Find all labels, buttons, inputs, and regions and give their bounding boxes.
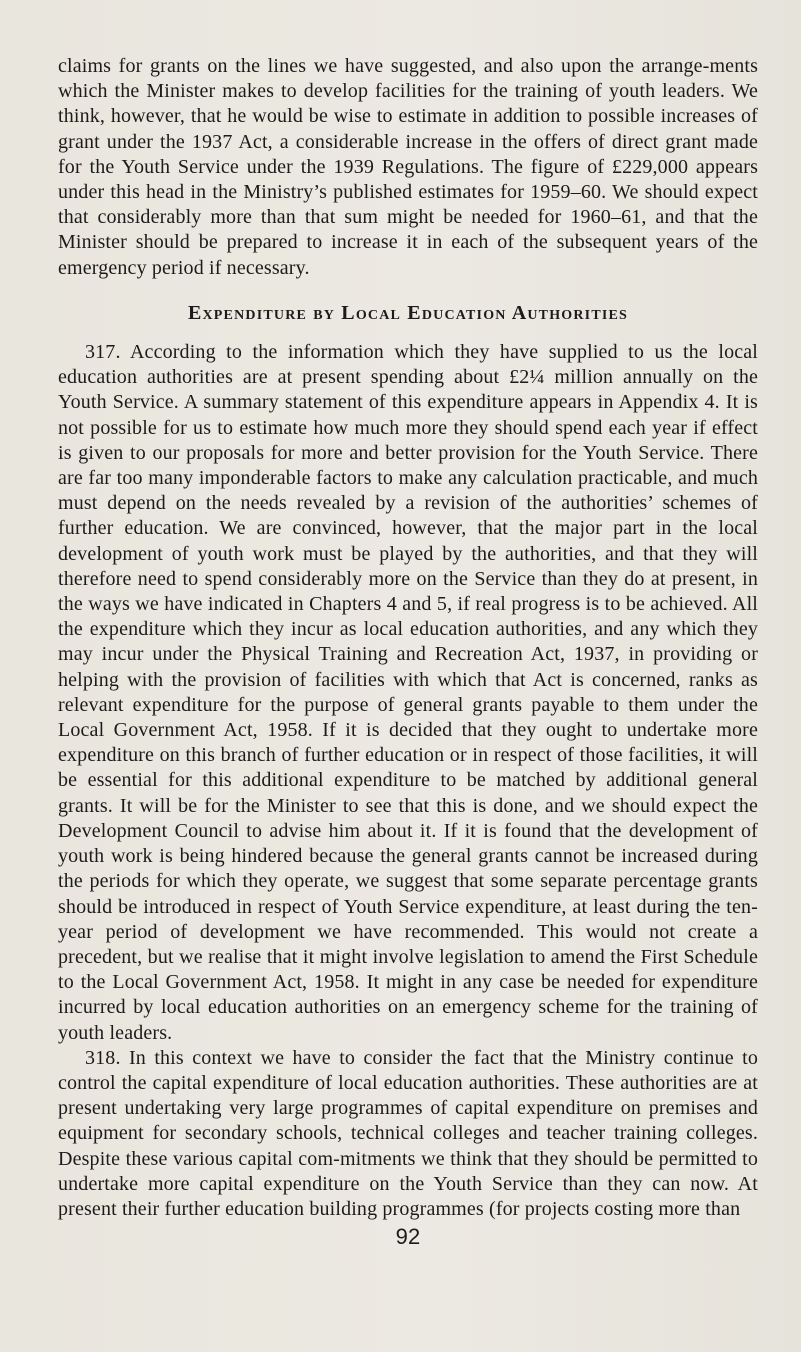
section-heading: Expenditure by Local Education Authorities [187,301,629,324]
page-number: 92 [395,1224,421,1250]
paragraph-317: 317. According to the information which they have supplied to us the local education authorities are at present spending about £2¼ million annually on the Youth Service. A summary statement of this expenditure appears in Appendix 4. It is not possible for us to estimate how much more they should spend each year if effect is given to our proposals for more and better provision for the Youth Service. There are far too many imponderable factors to make any calculation practicable, and much must depend on the needs revealed by a revision of the authorities’ schemes of further education. We are convinced, however, that the major part in the local development of youth work must be played by the authorities, and that they will therefore need to spend considerably more on the Service than they do at present, in the ways we have indicated in Chapters 4 and 5, if real progress is to be achieved. All the expenditure which they incur as local education authorities, and any which they may incur under the Physical Training and Recreation Act, 1937, in providing or helping with the provision of facilities with which that Act is concerned, ranks as relevant expenditure for the purpose of general grants payable to them under the Local Government Act, 1958. If it is decided that they ought to undertake more expenditure on this branch of further education or in respect of those facilities, it will be essential for this additional expenditure to be matched by additional general grants. It will be for the Minister to see that this is done, and we should expect the Development Council to advise him about it. If it is found that the development of youth work is being hindered because the general grants cannot be increased during the periods for which they operate, we suggest that some separate percentage grants should be introduced in respect of Youth Service expenditure, at least during the ten-year period of development we have recommended. This would not create a precedent, but we realise that it might involve legislation to amend the First Schedule to the Local Government Act, 1958. It might in any case be needed for expenditure incurred by local education authorities on an emergency scheme for the training of youth leaders. [58,341,758,1044]
opening-paragraph: claims for grants on the lines we have suggested, and also upon the arrange-ments which the Minister makes to develop facilities for the training of youth leaders. We think, however, that he would be wise to estimate in addition to possible increases of grant under the 1937 Act, a considerable increase in the offers of direct grant made for the Youth Service under the 1939 Regulations. The figure of £229,000 appears under this head in the Ministry’s published estimates for 1959–60. We should expect that considerably more than that sum might be needed for 1960–61, and that the Minister should be prepared to increase it in each of the subsequent years of the emergency period if necessary. [58,55,758,279]
text-column [58,54,758,1249]
paragraph-318: 318. In this context we have to consider the fact that the Ministry continue to control the capital expenditure of local education authorities. These authorities are at present undertaking very large programmes of capital expenditure on premises and equipment for secondary schools, technical colleges and teacher training colleges. Despite these various capital com-mitments we think that they should be permitted to undertake more capital expenditure on the Youth Service than they can now. At present their further education building programmes (for projects costing more than [58,1046,758,1220]
